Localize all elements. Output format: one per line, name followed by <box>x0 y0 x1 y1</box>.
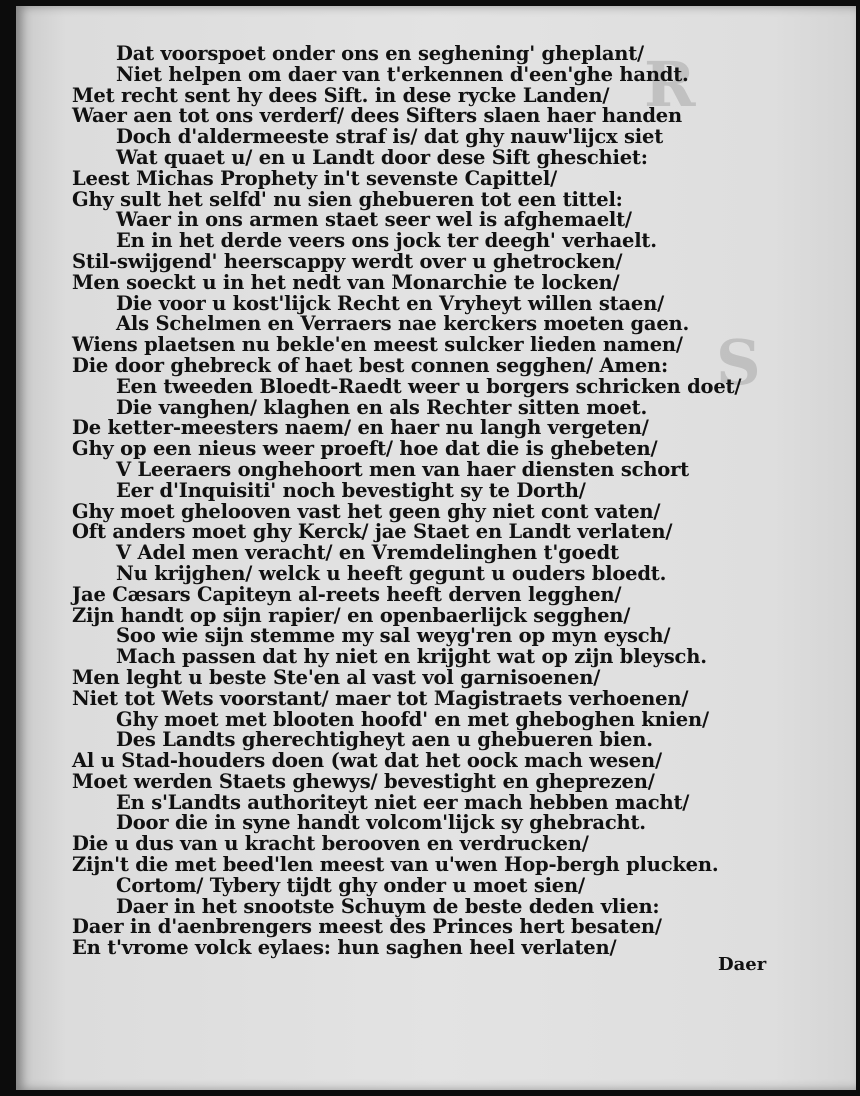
verse-line: Die vanghen/ klaghen en als Rechter sitten moet. <box>116 395 648 419</box>
verse-line: Ghy op een nieus weer proeft/ hoe dat die is ghebeten/ <box>72 437 658 461</box>
verse-line: Wiens plaetsen nu bekle'en meest sulcker lieden namen/ <box>72 333 683 357</box>
show-through-ink: R <box>644 48 696 121</box>
verse-line: Men soeckt u in het nedt van Monarchie te locken/ <box>72 270 620 294</box>
catchword: Daer <box>718 954 767 975</box>
verse-line: En in het derde veers ons jock ter deegh' verhaelt. <box>116 229 657 253</box>
verse-line: Waer aen tot ons verderf/ dees Sifters slaen haer handen <box>72 104 682 128</box>
verse-line: Door die in syne handt volcom'lijck sy ghebracht. <box>116 811 646 835</box>
verse-line: Moet werden Staets ghewys/ bevestight en gheprezen/ <box>72 769 655 793</box>
verse-line: Mach passen dat hy niet en krijght wat op zijn bleysch. <box>116 645 707 669</box>
verse-line: Zijn't die met beed'len meest van u'wen Hop-bergh plucken. <box>72 853 719 877</box>
verse-line: Zijn handt op sijn rapier/ en openbaerlijck segghen/ <box>72 603 631 627</box>
printed-page <box>16 6 856 1090</box>
verse-line: Soo wie sijn stemme my sal weyg'ren op myn eysch/ <box>116 624 671 648</box>
verse-line: Jae Cæsars Capiteyn al-reets heeft derven legghen/ <box>72 582 622 606</box>
verse-line: Cortom/ Tybery tijdt ghy onder u moet sien/ <box>116 873 585 897</box>
verse-line: Niet tot Wets voorstant/ maer tot Magistraets verhoenen/ <box>72 686 689 710</box>
verse-line: V Leeraers onghehoort men van haer diensten schort <box>116 457 689 481</box>
verse-line: Met recht sent hy dees Sift. in dese rycke Landen/ <box>72 83 610 107</box>
verse-line: De ketter-meesters naem/ en haer nu langh vergeten/ <box>72 416 649 440</box>
verse-line: Stil-swijgend' heerscappy werdt over u ghetrocken/ <box>72 249 623 273</box>
verse-line: Al u Stad-houders doen (wat dat het oock mach wesen/ <box>72 749 662 773</box>
verse-line: Die voor u kost'lijck Recht en Vryheyt willen staen/ <box>116 291 664 315</box>
verse-text <box>72 44 772 959</box>
verse-line: V Adel men veracht/ en Vremdelinghen t'goedt <box>116 541 619 565</box>
verse-line: Ghy moet ghelooven vast het geen ghy niet cont vaten/ <box>72 499 661 523</box>
verse-line: Wat quaet u/ en u Landt door dese Sift gheschiet: <box>116 145 648 169</box>
verse-line: Doch d'aldermeeste straf is/ dat ghy nauw'lijcx siet <box>116 125 664 149</box>
verse-line: Men leght u beste Ste'en al vast vol garnisoenen/ <box>72 665 601 689</box>
verse-line: Dat voorspoet onder ons en seghening' gheplant/ <box>116 42 644 65</box>
verse-line: Waer in ons armen staet seer wel is afghemaelt/ <box>116 208 632 232</box>
verse-line: En t'vrome volck eylaes: hun saghen heel verlaten/ <box>72 936 617 960</box>
verse-line: Een tweeden Bloedt-Raedt weer u borgers schricken doet/ <box>116 374 742 398</box>
verse-line: Daer in het snootste Schuym de beste deden vlien: <box>116 894 660 918</box>
verse-line: Die u dus van u kracht berooven en verdrucken/ <box>72 832 589 856</box>
verse-line: Oft anders moet ghy Kerck/ jae Staet en Landt verlaten/ <box>72 520 673 544</box>
verse-line: Ghy sult het selfd' nu sien ghebueren tot een tittel: <box>72 187 623 211</box>
verse-line: Nu krijghen/ welck u heeft gegunt u ouders bloedt. <box>116 561 667 585</box>
verse-line: Die door ghebreck of haet best connen segghen/ Amen: <box>72 353 669 377</box>
verse-line: En s'Landts authoriteyt niet eer mach hebben macht/ <box>116 790 690 814</box>
verse-line: Niet helpen om daer van t'erkennen d'een'ghe handt. <box>116 62 689 86</box>
verse-line: Als Schelmen en Verraers nae kerckers moeten gaen. <box>116 312 690 336</box>
show-through-ink: S <box>716 326 761 399</box>
verse-line: Leest Michas Prophety in't sevenste Capittel/ <box>72 166 558 190</box>
verse-line: Des Landts gherechtigheyt aen u ghebueren bien. <box>116 728 653 752</box>
verse-line: Ghy moet met blooten hoofd' en met gheboghen knien/ <box>116 707 709 731</box>
verse-line: Eer d'Inquisiti' noch bevestight sy te Dorth/ <box>116 478 586 502</box>
verse-line: Daer in d'aenbrengers meest des Princes hert besaten/ <box>72 915 662 939</box>
